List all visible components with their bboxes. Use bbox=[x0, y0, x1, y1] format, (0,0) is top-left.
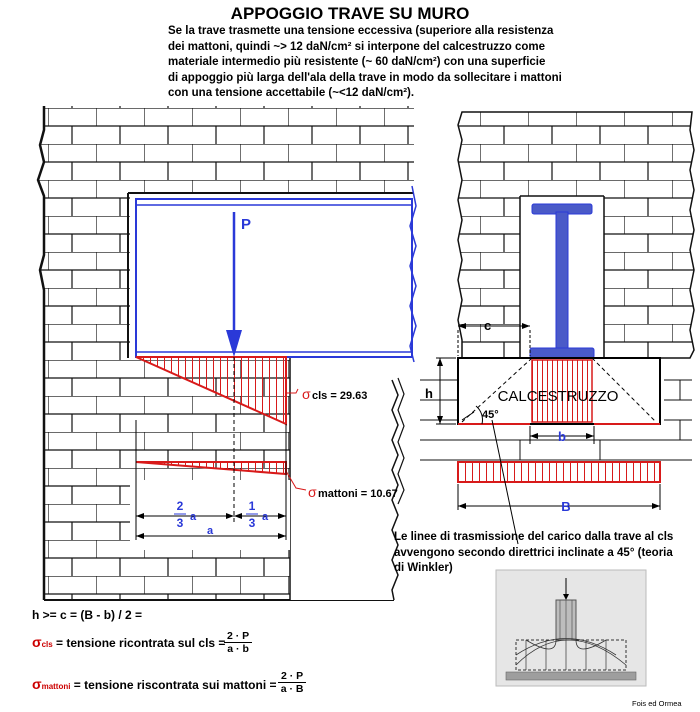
dim-b: b bbox=[558, 429, 566, 444]
formula-sigma-cls-symbol: σ bbox=[32, 634, 42, 650]
formula-cls-denominator: a · b bbox=[227, 643, 249, 655]
winkler-line: Le linee di trasmissione del carico dalla trave al cls bbox=[394, 531, 674, 543]
dim-two-thirds-a: a bbox=[190, 511, 197, 523]
dim-B: B bbox=[561, 499, 571, 514]
dim-c: c bbox=[484, 318, 492, 333]
formula-cls-fraction bbox=[224, 630, 252, 655]
formula-mattoni-sub: mattoni bbox=[41, 682, 71, 691]
formula-mattoni-denominator: a · B bbox=[280, 683, 304, 695]
load-label: P bbox=[241, 216, 252, 233]
sigma-cls-value: cls = 29.63 bbox=[312, 390, 368, 402]
dim-h: h bbox=[425, 386, 433, 401]
formula-mattoni-fraction bbox=[278, 670, 306, 695]
sigma-mattoni-value: mattoni = 10.67 bbox=[318, 488, 398, 500]
beam-elevation bbox=[136, 186, 416, 362]
winkler-line: di Winkler) bbox=[394, 562, 453, 574]
dim-one-third-den: 3 bbox=[248, 516, 256, 530]
intro-line: Se la trave trasmette una tensione eccessiva (superiore alla resistenza bbox=[168, 25, 554, 37]
intro-line: di appoggio più larga dell'ala della trave in modo da sollecitare i mattoni bbox=[168, 71, 562, 84]
winkler-note bbox=[394, 530, 694, 577]
winkler-line: avvengono secondo direttrici inclinate a 45° (teoria bbox=[394, 546, 673, 559]
dim-one-third-num: 1 bbox=[248, 499, 256, 513]
formula-mattoni-text: = tensione riscontrata sui mattoni = bbox=[70, 678, 277, 692]
formula-sigma-mattoni bbox=[32, 676, 277, 692]
angle-label: 45° bbox=[482, 409, 499, 421]
dim-a-total: a bbox=[206, 525, 214, 537]
page-title: APPOGGIO TRAVE SU MURO bbox=[230, 4, 470, 23]
dim-two-thirds-den: 3 bbox=[176, 516, 184, 530]
intro-line: materiale intermedio più resistente (~ 60 daN/cm²) con una superficie bbox=[168, 56, 546, 68]
dim-two-thirds-num: 2 bbox=[176, 499, 184, 513]
formula-cls-text: = tensione ricontrata sul cls = bbox=[52, 636, 226, 650]
right-wall-section bbox=[398, 112, 694, 504]
sigma-cls-symbol: σ bbox=[302, 386, 311, 402]
concrete-label: CALCESTRUZZO bbox=[497, 388, 619, 405]
formula-cls-sub: cls bbox=[41, 640, 53, 649]
formula-mattoni-numerator: 2 · P bbox=[278, 670, 306, 683]
formula-cls-numerator: 2 · P bbox=[224, 630, 252, 643]
winkler-diagram-image bbox=[496, 570, 646, 686]
intro-line: con una tensione accettabile (~<12 daN/cm²). bbox=[168, 87, 415, 99]
dim-one-third-a: a bbox=[262, 511, 269, 523]
formula-sigma-mattoni-symbol: σ bbox=[32, 676, 42, 692]
formula-sigma-cls bbox=[32, 634, 225, 650]
formula-h-relation: h >= c = (B - b) / 2 = bbox=[32, 608, 143, 622]
intro-line: dei mattoni, quindi ~> 12 daN/cm² si interpone del calcestruzzo come bbox=[168, 40, 546, 53]
author-credit: Fois ed Ormea bbox=[632, 699, 682, 708]
sigma-mattoni-symbol: σ bbox=[308, 484, 317, 500]
stress-band-mattoni bbox=[458, 462, 660, 482]
